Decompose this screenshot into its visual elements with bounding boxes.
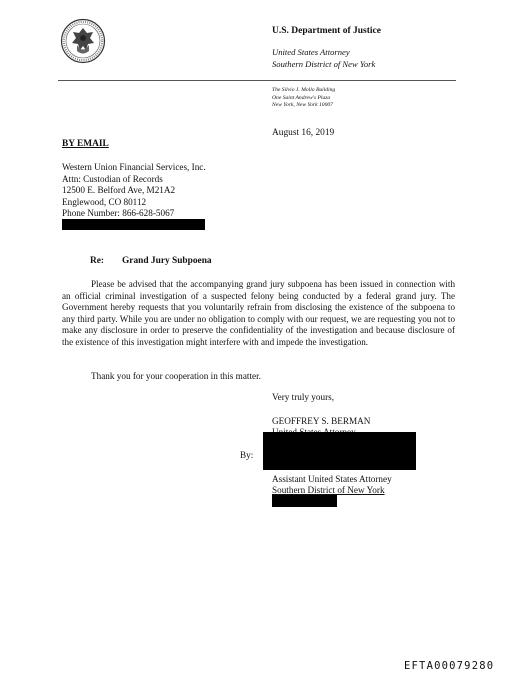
office-address [272,87,335,110]
recipient-line: Attn: Custodian of Records [62,173,163,184]
address-line: One Saint Andrew's Plaza [272,94,331,101]
closing-line: Very truly yours, [272,392,335,402]
assistant-district: Southern District of New York [272,485,385,495]
subject-label: Re: [90,256,105,266]
letterhead-divider [58,80,456,81]
bates-number: EFTA00079280 [404,660,495,672]
recipient-line: 12500 E. Belford Ave, M21A2 [62,185,176,196]
redaction-box [272,495,337,507]
subject-line: Grand Jury Subpoena [122,256,212,266]
recipient-line: Phone Number: 866-628-5067 [62,208,175,219]
body-paragraph: Please be advised that the accompanying grand jury subpoena has been issued in connection with an official criminal investigation of a suspected felony being conducted by a federal grand jury. The Government hereby requests that you voluntarily refrain from disclosing the existence of the subpoena to any third party. While you are under no obligation to comply with our request, we are requesting you not to make any disclosure in order to preserve the confidentiality of the investigation and because disclosure of the existence of this investigation might interfere with and impede the investigation. [62,279,455,347]
office-line: United States Attorney [272,47,350,57]
signer-name: GEOFFREY S. BERMAN [272,416,371,426]
address-line: The Silvio J. Mollo Building [272,87,336,93]
by-label: By: [240,450,254,460]
recipient-address [62,162,206,220]
office-line: Southern District of New York [272,58,376,69]
thanks-line: Thank you for your cooperation in this matter. [91,371,261,381]
assistant-title: Assistant United States Attorney [272,474,392,484]
address-line: New York, New York 10007 [272,102,333,109]
delivery-method: BY EMAIL [62,139,109,149]
letter-date: August 16, 2019 [272,128,335,138]
recipient-line: Englewood, CO 80112 [62,196,147,207]
recipient-line: Western Union Financial Services, Inc. [62,162,206,172]
doj-seal-icon [60,18,106,64]
department-name: U.S. Department of Justice [272,26,381,36]
signature-redaction [263,432,416,470]
office-name [272,47,375,70]
redaction-box [62,219,205,230]
